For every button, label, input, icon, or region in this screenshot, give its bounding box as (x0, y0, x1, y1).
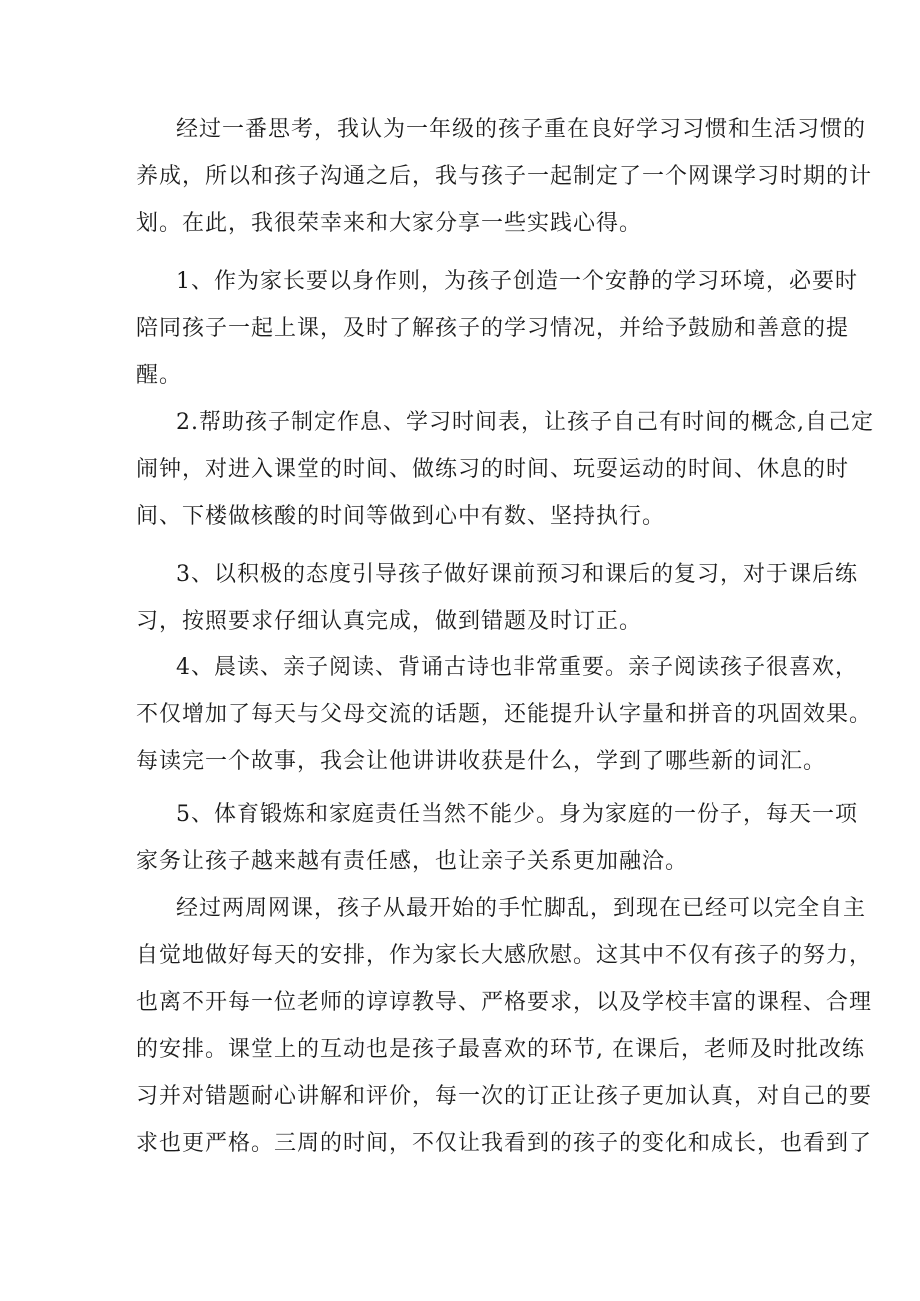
paragraph-point-5-line-1: 5、体育锻炼和家庭责任当然不能少。身为家庭的一份子，每天一项 (176, 802, 858, 827)
paragraph-intro-line-1: 经过一番思考，我认为一年级的孩子重在良好学习习惯和生活习惯的 (176, 117, 867, 142)
paragraph-point-4-line-3: 每读完一个故事，我会让他讲讲收获是什么，学到了哪些新的词汇。 (136, 749, 827, 774)
paragraph-point-2-line-1: 2.帮助孩子制定作息、学习时间表，让孩子自己有时间的概念,自己定 (176, 410, 874, 435)
paragraph-point-3-line-1: 3、以积极的态度引导孩子做好课前预习和课后的复习，对于课后练 (176, 562, 858, 587)
paragraph-intro-line-2: 养成，所以和孩子沟通之后，我与孩子一起制定了一个网课学习时期的计 (136, 164, 873, 189)
paragraph-point-1-line-2: 陪同孩子一起上课，及时了解孩子的学习情况，并给予鼓励和善意的提 (136, 316, 850, 341)
paragraph-conclusion-line-2: 自觉地做好每天的安排，作为家长大感欣慰。这其中不仅有孩子的努力， (136, 943, 873, 968)
paragraph-point-4-line-2: 不仅增加了每天与父母交流的话题，还能提升认字量和拼音的巩固效果。 (136, 702, 873, 727)
paragraph-intro-line-3: 划。在此，我很荣幸来和大家分享一些实践心得。 (136, 211, 643, 236)
paragraph-conclusion-line-5: 习并对错题耐心讲解和评价，每一次的订正让孩子更加认真，对自己的要 (136, 1084, 873, 1109)
paragraph-point-5-line-2: 家务让孩子越来越有责任感，也让亲子关系更加融洽。 (136, 849, 689, 874)
paragraph-conclusion-line-4: 的安排。课堂上的互动也是孩子最喜欢的环节, 在课后，老师及时批改练 (136, 1037, 865, 1062)
paragraph-point-3-line-2: 习，按照要求仔细认真完成，做到错题及时订正。 (136, 609, 643, 634)
paragraph-point-4-line-1: 4、晨读、亲子阅读、背诵古诗也非常重要。亲子阅读孩子很喜欢， (176, 655, 858, 680)
paragraph-point-1-line-3: 醒。 (136, 363, 183, 388)
paragraph-conclusion-line-6: 求也更严格。三周的时间，不仅让我看到的孩子的变化和成长，也看到了 (136, 1131, 873, 1156)
paragraph-point-2-line-2: 闹钟，对进入课堂的时间、做练习的时间、玩耍运动的时间、休息的时 (136, 457, 850, 482)
paragraph-point-2-line-3: 间、下楼做核酸的时间等做到心中有数、坚持执行。 (136, 504, 666, 529)
paragraph-conclusion-line-3: 也离不开每一位老师的谆谆教导、严格要求，以及学校丰富的课程、合理 (136, 990, 873, 1015)
paragraph-point-1-line-1: 1、作为家长要以身作则，为孩子创造一个安静的学习环境，必要时 (176, 269, 858, 294)
paragraph-conclusion-line-1: 经过两周网课，孩子从最开始的手忙脚乱，到现在已经可以完全自主 (176, 896, 867, 921)
